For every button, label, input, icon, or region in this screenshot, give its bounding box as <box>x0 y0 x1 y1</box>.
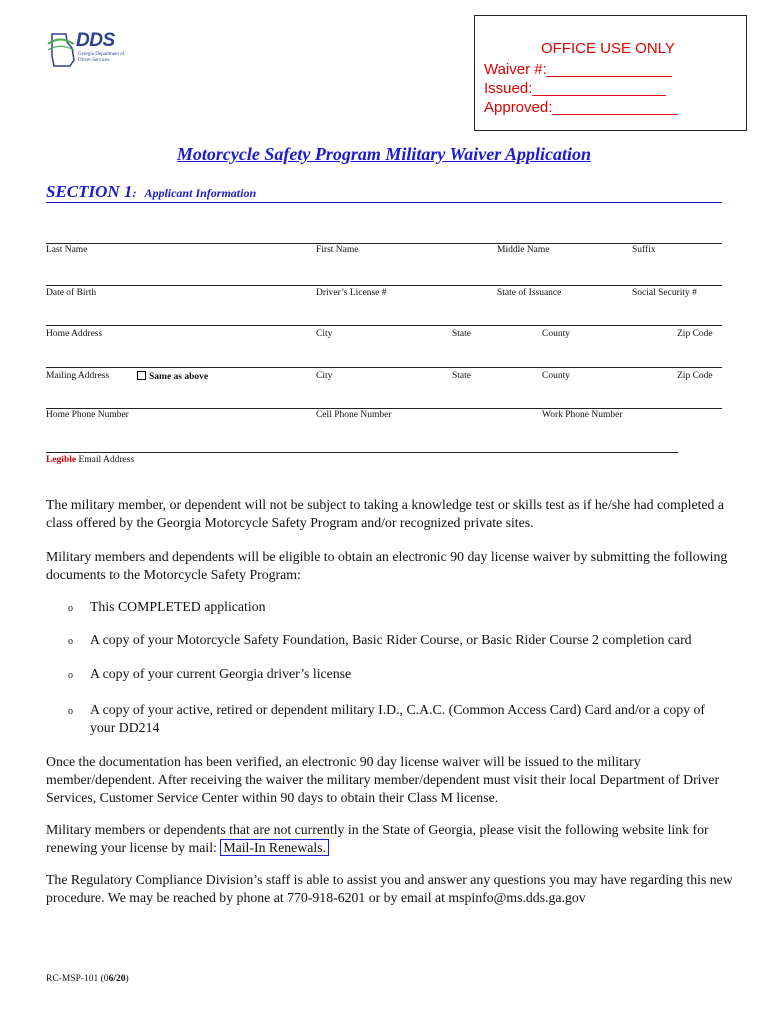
dds-logo <box>46 30 130 74</box>
office-use-box <box>474 15 747 131</box>
dob-label: Date of Birth <box>46 288 97 298</box>
middle-name-label: Middle Name <box>497 245 550 255</box>
list-item <box>68 701 705 735</box>
bullet-marker: o <box>68 670 73 681</box>
state-issuance-label: State of Issuance <box>497 288 562 298</box>
mail-zip-label: Zip Code <box>677 371 713 381</box>
list-item <box>68 598 266 618</box>
paragraph-4 <box>46 821 736 857</box>
form-code-close: ) <box>125 974 129 984</box>
license-label: Driver’s License # <box>316 288 387 298</box>
list-item <box>68 631 692 651</box>
ssn-label: Social Security # <box>632 288 697 298</box>
row-divider <box>46 243 722 244</box>
list-item <box>68 665 352 685</box>
mail-county-label: County <box>542 371 570 381</box>
work-phone-label: Work Phone Number <box>542 410 623 420</box>
email-label <box>46 455 134 465</box>
same-as-above-label: Same as above <box>149 372 209 382</box>
georgia-map-icon <box>46 30 76 70</box>
paragraph-2: Military members and dependents will be eligible to obtain an electronic 90 day license waiver by submitting the following documents to the Motorcycle Safety Program: <box>46 549 728 582</box>
paragraph-4-text: Military members or dependents that are not currently in the State of Georgia, please visit the following website link for renewing your license by mail: <box>46 822 709 855</box>
row-divider <box>46 452 678 453</box>
home-county-label: County <box>542 329 570 339</box>
form-code <box>46 974 129 984</box>
home-address-label: Home Address <box>46 329 103 339</box>
row-divider <box>46 325 722 326</box>
home-state-label: State <box>452 329 471 339</box>
paragraph-1: The military member, or dependent will not be subject to taking a knowledge test or skills test as if he/she had completed a class offered by the Georgia Motorcycle Safety Program and/or recognized private sites. <box>46 497 725 530</box>
row-divider <box>46 285 722 286</box>
waiver-field: Waiver #:_______________ <box>484 61 672 78</box>
home-phone-label: Home Phone Number <box>46 410 129 420</box>
form-code-prefix: RC-MSP-101 (0 <box>46 974 109 984</box>
home-zip-label: Zip Code <box>677 329 713 339</box>
home-city-label: City <box>316 329 333 339</box>
cell-phone-label: Cell Phone Number <box>316 410 392 420</box>
row-divider <box>46 367 722 368</box>
bullet-marker: o <box>68 636 73 647</box>
bullet-text: A copy of your active, retired or dependent military I.D., C.A.C. (Common Access Card) Card and/or a copy of your DD214 <box>90 702 705 735</box>
section-header <box>46 182 722 203</box>
first-name-label: First Name <box>316 245 359 255</box>
checkbox-box[interactable] <box>137 371 146 380</box>
logo-text: DDS <box>76 30 115 51</box>
bullet-text: A copy of your Motorcycle Safety Foundation, Basic Rider Course, or Basic Rider Course 2 completion card <box>90 632 692 647</box>
mail-in-renewals-link[interactable]: Mail-In Renewals. <box>220 839 329 856</box>
bullet-marker: o <box>68 603 73 614</box>
form-code-date: 6/20 <box>108 974 126 984</box>
mail-state-label: State <box>452 371 471 381</box>
row-divider <box>46 408 722 409</box>
office-use-title: OFFICE USE ONLY <box>541 40 675 57</box>
bullet-text: This COMPLETED application <box>90 599 266 614</box>
section-number: SECTION 1 <box>46 182 133 201</box>
paragraph-5: The Regulatory Compliance Division’s staff is able to assist you and answer any questions you may have regarding this new procedure. We may be reached by phone at 770-918-6201 or by email at mspinfo@ms.dds.ga.gov <box>46 872 733 905</box>
mailing-address-label: Mailing Address <box>46 371 110 381</box>
paragraph-3: Once the documentation has been verified, an electronic 90 day license waiver will be issued to the military member/dependent. After receiving the waiver the military member/dependent must visit their local Department of Driver Services, Customer Service Center within 90 days to obtain their Class M license. <box>46 754 720 805</box>
email-address-label: Email Address <box>76 455 135 465</box>
bullet-marker: o <box>68 706 73 717</box>
same-as-above-checkbox[interactable] <box>137 371 208 382</box>
logo-subtext: Georgia Department of Driver Services <box>78 52 125 63</box>
last-name-label: Last Name <box>46 245 88 255</box>
approved-field: Approved:_______________ <box>484 99 678 116</box>
section-name: Applicant Information <box>144 186 257 200</box>
issued-field: Issued:________________ <box>484 80 666 97</box>
mail-city-label: City <box>316 371 333 381</box>
section-colon: : <box>132 186 137 200</box>
suffix-label: Suffix <box>632 245 656 255</box>
form-title: Motorcycle Safety Program Military Waiver Application <box>176 144 592 164</box>
legible-label: Legible <box>46 455 77 465</box>
bullet-text: A copy of your current Georgia driver’s license <box>90 666 352 681</box>
